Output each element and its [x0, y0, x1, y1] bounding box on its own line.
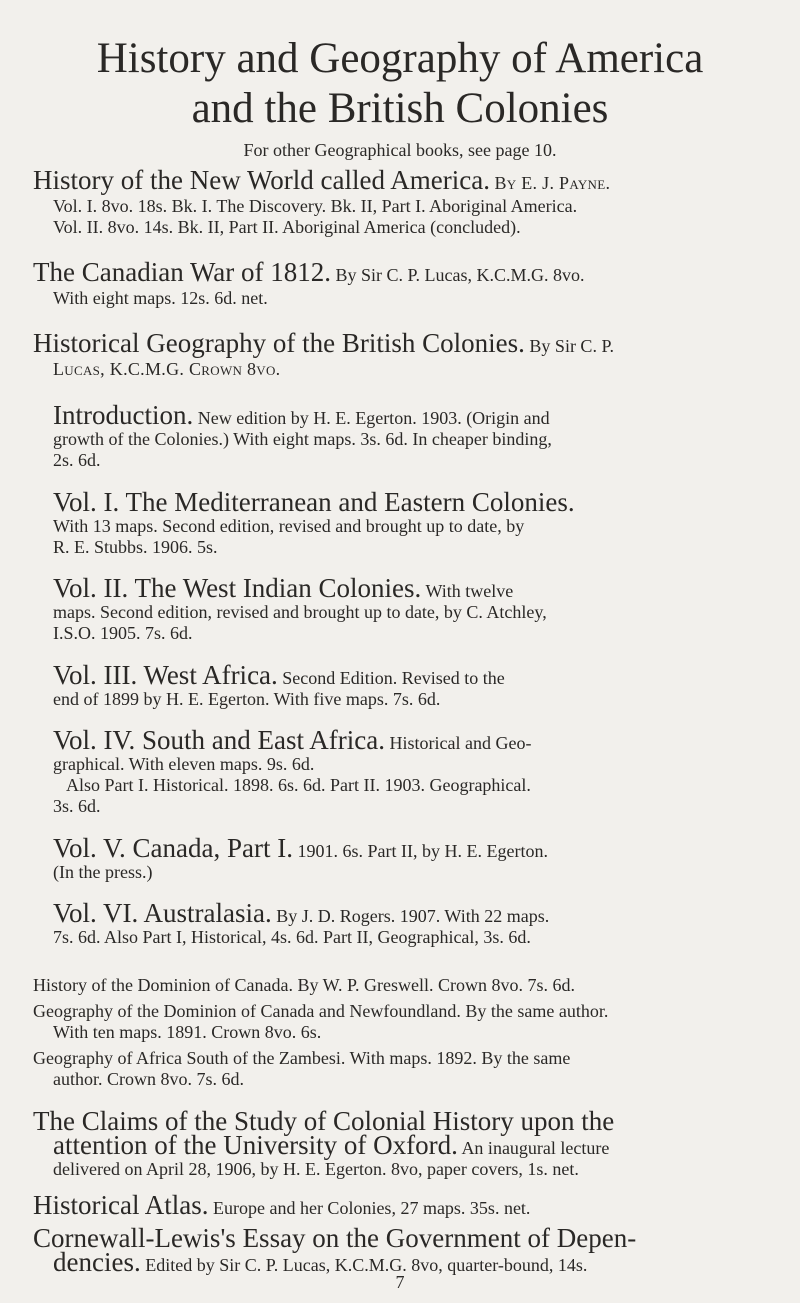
entry-detail: An inaugural lecture — [461, 1138, 610, 1158]
entry-detail: (In the press.) — [53, 862, 153, 882]
entry-title: The Canadian War of 1812. — [33, 257, 331, 287]
entry-detail: Lucas, K.C.M.G. Crown 8vo. — [53, 359, 281, 379]
entry-new-world — [33, 165, 611, 238]
entry-canadian-war — [33, 257, 585, 309]
entry-detail: 2s. 6d. — [53, 450, 101, 470]
entry-detail: Also Part I. Historical. 1898. 6s. 6d. Part II. 1903. Geographical. — [66, 775, 531, 795]
entry-dominion-geography — [33, 1001, 608, 1043]
entry-detail: With 13 maps. Second edition, revised and brought up to date, by — [53, 516, 525, 536]
entry-detail: Second Edition. Revised to the — [282, 668, 505, 688]
page-heading-line2: and the British Colonies — [191, 85, 609, 132]
page-number: 7 — [395, 1272, 405, 1292]
entry-detail: History of the Dominion of Canada. By W. P. Greswell. Crown 8vo. 7s. 6d. — [33, 975, 575, 995]
entry-title: Vol. III. West Africa. — [53, 660, 278, 690]
page-heading-line1: History and Geography of America — [96, 35, 704, 82]
entry-detail: Edited by Sir C. P. Lucas, K.C.M.G. 8vo, quarter-bound, 14s. — [145, 1255, 588, 1275]
entry-detail: R. E. Stubbs. 1906. 5s. — [53, 537, 218, 557]
entry-detail: Europe and her Colonies, 27 maps. 35s. net. — [212, 1198, 531, 1218]
cross-reference-note: For other Geographical books, see page 10. — [243, 140, 557, 160]
entry-detail: delivered on April 28, 1906, by H. E. Egerton. 8vo, paper covers, 1s. net. — [53, 1159, 579, 1179]
entry-detail: With ten maps. 1891. Crown 8vo. 6s. — [53, 1022, 322, 1042]
entry-vol-1 — [53, 487, 575, 558]
entry-detail: end of 1899 by H. E. Egerton. With five maps. 7s. 6d. — [53, 689, 441, 709]
entry-title: Cornewall-Lewis's Essay on the Government of Depen- — [33, 1223, 637, 1253]
entry-detail: Vol. I. 8vo. 18s. Bk. I. The Discovery. Bk. II, Part I. Aboriginal America. — [53, 196, 578, 216]
entry-africa-geography — [33, 1048, 570, 1090]
entry-claims-lecture — [33, 1107, 614, 1180]
entry-detail: graphical. With eleven maps. 9s. 6d. — [53, 754, 315, 774]
entry-title: History of the New World called America. — [33, 165, 490, 195]
entry-author: By E. J. Payne. — [494, 173, 611, 193]
entry-detail: Historical and Geo- — [389, 733, 532, 753]
entry-vol-3 — [53, 660, 505, 710]
entry-detail: With eight maps. 12s. 6d. net. — [53, 288, 268, 308]
entry-historical-geography — [33, 328, 614, 380]
entry-title: Historical Atlas. — [33, 1190, 209, 1220]
entry-author: By Sir C. P. — [529, 336, 614, 356]
entry-detail: growth of the Colonies.) With eight maps. 3s. 6d. In cheaper binding, — [53, 429, 552, 449]
entry-title: Vol. IV. South and East Africa. — [53, 725, 385, 755]
entry-title: Introduction. — [53, 400, 194, 430]
entry-detail: With twelve — [425, 581, 514, 601]
entry-vol-2 — [53, 573, 547, 644]
entry-detail: I.S.O. 1905. 7s. 6d. — [53, 623, 193, 643]
entry-title: Vol. V. Canada, Part I. — [53, 833, 293, 863]
entry-title: attention of the University of Oxford. — [53, 1130, 458, 1160]
entry-detail: 1901. 6s. Part II, by H. E. Egerton. — [297, 841, 548, 861]
entry-title: Vol. VI. Australasia. — [53, 898, 272, 928]
entry-detail: author. Crown 8vo. 7s. 6d. — [53, 1069, 244, 1089]
entry-title: Historical Geography of the British Colonies. — [33, 328, 525, 358]
entry-detail: 3s. 6d. — [53, 796, 101, 816]
entry-detail: maps. Second edition, revised and brought up to date, by C. Atchley, — [53, 602, 547, 622]
entry-introduction — [53, 400, 552, 471]
entry-vol-6 — [53, 898, 550, 948]
entry-vol-5 — [53, 833, 548, 883]
entry-vol-4 — [53, 725, 532, 817]
entry-historical-atlas — [33, 1190, 531, 1220]
entry-cornewall-lewis — [33, 1224, 636, 1276]
entry-title: Vol. II. The West Indian Colonies. — [53, 573, 422, 603]
entry-detail: New edition by H. E. Egerton. 1903. (Origin and — [197, 408, 550, 428]
entry-author: By Sir C. P. Lucas, K.C.M.G. 8vo. — [335, 265, 585, 285]
entry-detail: Geography of Africa South of the Zambesi. With maps. 1892. By the same — [33, 1048, 571, 1068]
entry-detail: Geography of the Dominion of Canada and Newfoundland. By the same author. — [33, 1001, 609, 1021]
entry-title: The Claims of the Study of Colonial History upon the — [33, 1106, 615, 1136]
entry-title: Vol. I. The Mediterranean and Eastern Colonies. — [53, 487, 575, 517]
entry-detail: By J. D. Rogers. 1907. With 22 maps. — [276, 906, 550, 926]
entry-title: dencies. — [53, 1247, 141, 1277]
entry-detail: Vol. II. 8vo. 14s. Bk. II, Part II. Aboriginal America (concluded). — [53, 217, 521, 237]
entry-dominion-history — [33, 975, 575, 996]
entry-detail: 7s. 6d. Also Part I, Historical, 4s. 6d. Part II, Geographical, 3s. 6d. — [53, 927, 531, 947]
